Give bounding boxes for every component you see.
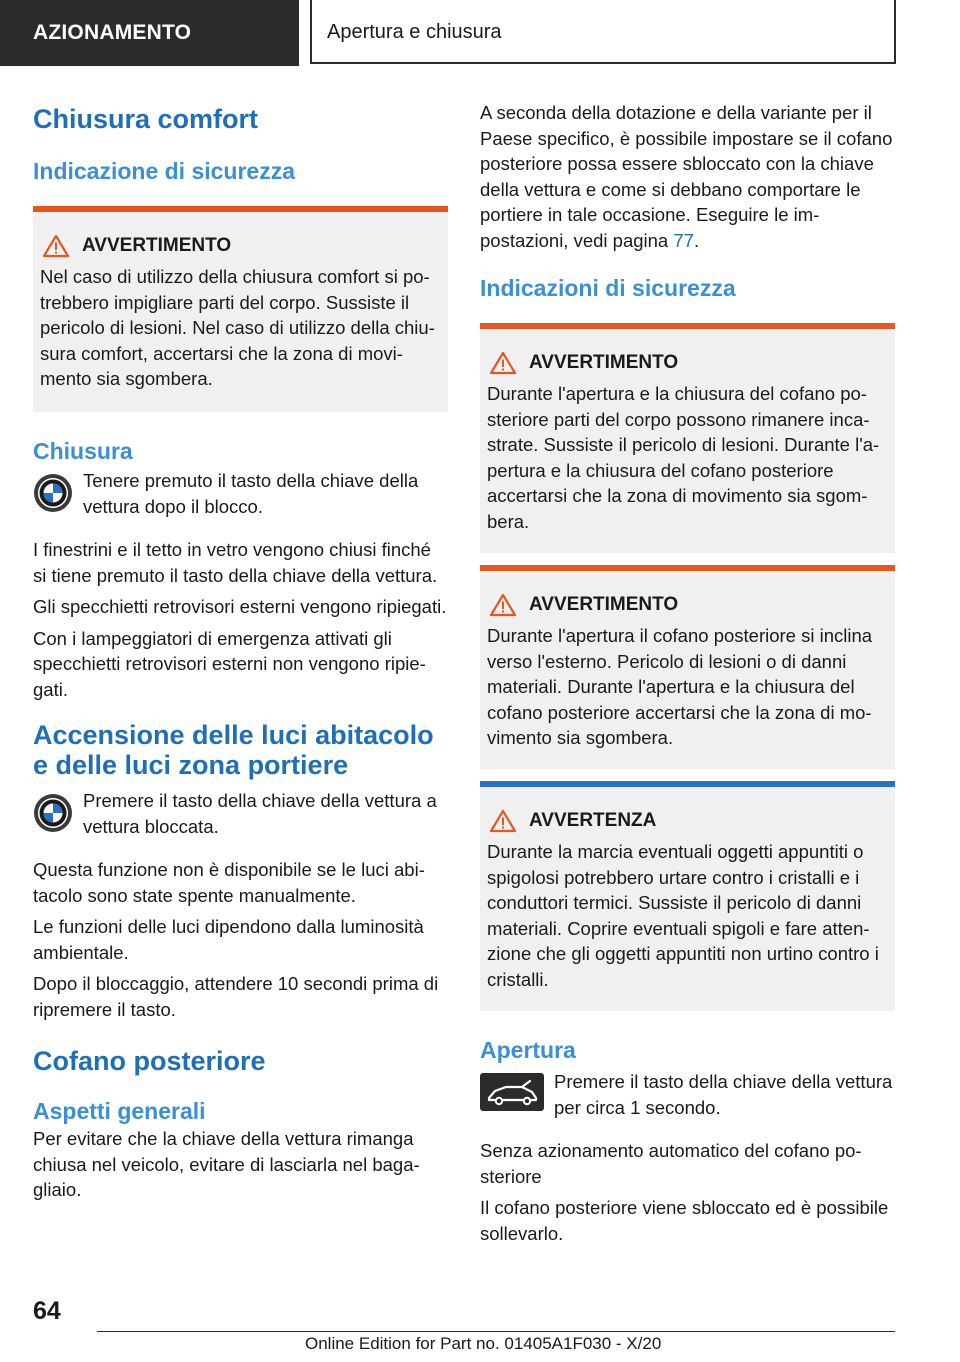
- warning-box-cofano-2: [480, 565, 895, 769]
- warning-text: Nel caso di utilizzo della chiusura comfort si potrebbero impigliare parti del corpo. Sussiste il pericolo di lesioni. Nel caso di utilizzo della chiusura comfort, accertarsi che la zona di movimento sia sgombera.: [40, 266, 435, 389]
- notice-box-cristalli: [480, 781, 895, 1011]
- bmw-key-button-icon: [33, 793, 73, 833]
- paragraph: I finestrini e il tetto in vetro vengono chiusi finché si tiene premuto il tasto della chiave della vettura.: [33, 539, 438, 586]
- page-link[interactable]: 77: [673, 229, 694, 251]
- warning-header: [40, 234, 440, 258]
- paragraph: Questa funzione non è disponibile se le luci abitacolo sono state spente manualmente.: [33, 859, 425, 906]
- warning-text: Durante l'apertura il cofano posteriore si inclina verso l'esterno. Pericolo di lesioni o di danni materiali. Durante l'apertura e la chiusura del cofano posteriore accertarsi che la zona di movimento sia sgombera.: [487, 625, 873, 748]
- key-instruction-accensione: [33, 788, 448, 845]
- section-tab: AZIONAMENTO: [0, 0, 299, 66]
- paragraph: Senza azionamento automatico del cofano posteriore: [480, 1140, 862, 1187]
- page-header: [0, 0, 960, 66]
- warning-text: Durante la marcia eventuali oggetti appuntiti o spigolosi potrebbero urtare contro i cristalli e i conduttori termici. Sussiste il pericolo di danni materiali. Coprire eventuali spigoli e fare attenzione che gli oggetti appuntiti non urtino contro i cristalli.: [487, 841, 879, 990]
- heading-chiusura: Chiusura: [33, 438, 133, 464]
- warning-label: AVVERTENZA: [529, 810, 657, 831]
- warning-text: Durante l'apertura e la chiusura del cofano posteriore parti del corpo possono rimanere incastrate. Sussiste il pericolo di lesioni. Durante l'apertura e la chiusura del cofano posteriore accertarsi che la zona di movimento sia sgombera.: [487, 383, 880, 532]
- key-instruction-text: Tenere premuto il tasto della chiave della vettura dopo il blocco.: [83, 470, 419, 517]
- heading-chiusura-comfort: Chiusura comfort: [33, 104, 259, 134]
- footer-edition: Online Edition for Part no. 01405A1F030 - X/20: [305, 1334, 662, 1353]
- key-instruction-apertura: [480, 1069, 895, 1126]
- paragraph: A seconda della dotazione e della variante per il Paese specifico, è possibile impostare se il cofano posteriore possa essere sbloccato con la chiave della vettura e come si debbano comportare le portiere in tale occasione. Eseguire le impostazioni, vedi pagina 77.: [480, 102, 893, 251]
- paragraph: Dopo il bloccaggio, attendere 10 secondi prima di ripremere il tasto.: [33, 973, 439, 1020]
- warning-label: AVVERTIMENTO: [529, 352, 679, 373]
- left-column: [33, 100, 448, 1209]
- page-number: 64: [33, 1297, 61, 1325]
- key-instruction-text: Premere il tasto della chiave della vettura a vettura bloccata.: [83, 790, 437, 837]
- footer-divider: [97, 1331, 895, 1332]
- paragraph: Con i lampeggiatori di emergenza attivati gli specchietti retrovisori esterni non vengono ripiegati.: [33, 627, 426, 700]
- heading-accensione-luci: Accensione delle luci abitacolo e delle luci zona portiere: [33, 720, 434, 780]
- warning-label: AVVERTIMENTO: [529, 594, 679, 615]
- tailgate-key-button-icon: [480, 1073, 544, 1111]
- warning-triangle-icon: [489, 351, 517, 375]
- heading-apertura: Apertura: [480, 1037, 576, 1063]
- paragraph: Gli specchietti retrovisori esterni vengono ripiegati.: [33, 596, 447, 617]
- heading-indicazione-sicurezza: Indicazione di sicurezza: [33, 158, 296, 184]
- warning-header: [487, 593, 887, 617]
- heading-cofano-posteriore: Cofano posteriore: [33, 1046, 266, 1076]
- bmw-key-button-icon: [33, 473, 73, 513]
- right-column: [480, 100, 895, 1252]
- paragraph: Per evitare che la chiave della vettura rimanga chiusa nel veicolo, evitare di lasciarla nel bagagliaio.: [33, 1128, 420, 1200]
- warning-box-comfort: [33, 206, 448, 412]
- warning-box-cofano-1: [480, 323, 895, 553]
- chapter-title: Apertura e chiusura: [310, 0, 896, 64]
- warning-label: AVVERTIMENTO: [82, 235, 232, 256]
- warning-triangle-icon: [489, 593, 517, 617]
- key-instruction-chiusura: [33, 468, 448, 525]
- paragraph: Il cofano posteriore viene sbloccato ed è possibile sollevarlo.: [480, 1197, 889, 1244]
- warning-triangle-icon: [489, 809, 517, 833]
- heading-aspetti-generali: Aspetti generali: [33, 1098, 206, 1124]
- warning-triangle-icon: [42, 234, 70, 258]
- warning-header: [487, 351, 887, 375]
- key-instruction-text: Premere il tasto della chiave della vettura per circa 1 secondo.: [554, 1071, 893, 1118]
- warning-header: [487, 809, 887, 833]
- heading-indicazioni-sicurezza: Indicazioni di sicurezza: [480, 275, 736, 301]
- paragraph: Le funzioni delle luci dipendono dalla luminosità ambientale.: [33, 916, 424, 963]
